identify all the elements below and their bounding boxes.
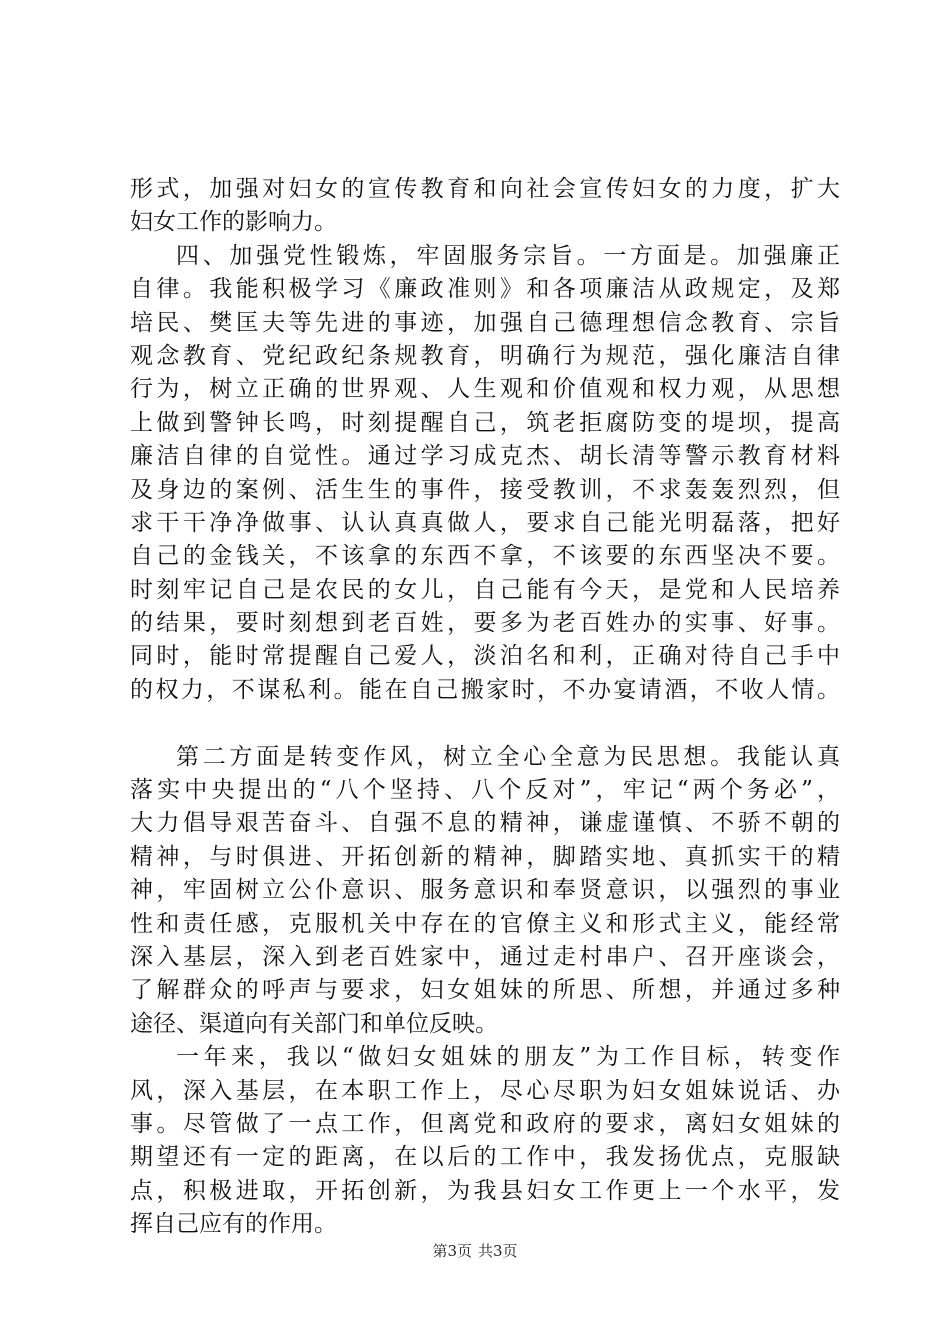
page-total: 共3页	[478, 1242, 518, 1260]
page-footer	[0, 1241, 950, 1261]
text-line: 培民、樊匡夫等先进的事迹，加强自己德理想信念教育、宗旨	[130, 309, 840, 336]
text-line: 落实中央提出的“八个坚持、八个反对”，牢记“两个务必”，	[130, 777, 840, 804]
text-line: 观念教育、党纪政纪条规教育，明确行为规范，强化廉洁自律	[130, 342, 840, 369]
document-body	[130, 173, 840, 1242]
text-line: 大力倡导艰苦奋斗、自强不息的精神，谦虚谨慎、不骄不朝的	[130, 810, 840, 837]
text-line: 点，积极进取，开拓创新，为我县妇女工作更上一个水平，发	[130, 1177, 840, 1204]
page-number: 第3页	[432, 1242, 472, 1260]
text-line: 风，深入基层，在本职工作上，尽心尽职为妇女姐妹说话、办	[130, 1077, 840, 1104]
text-line: 挥自己应有的作用。	[130, 1211, 337, 1238]
text-line: 自律。我能积极学习《廉政准则》和各项廉洁从政规定，及郑	[130, 276, 840, 303]
text-line: 期望还有一定的距离，在以后的工作中，我发扬优点，克服缺	[130, 1144, 840, 1171]
text-line: 的权力，不谋私利。能在自己搬家时，不办宴请酒，不收人情。	[130, 676, 840, 703]
paragraph-start-line: 第二方面是转变作风，树立全心全意为民思想。我能认真	[176, 743, 840, 770]
paragraph-start-line: 四、加强党性锻炼，牢固服务宗旨。一方面是。加强廉正	[176, 242, 840, 269]
text-line: 自己的金钱关，不该拿的东西不拿，不该要的东西坚决不要。	[130, 543, 840, 570]
text-line: 廉洁自律的自觉性。通过学习成克杰、胡长清等警示教育材料	[130, 443, 840, 470]
paragraph-gap	[130, 707, 840, 740]
text-line: 深入基层，深入到老百姓家中，通过走村串户、召开座谈会，	[130, 943, 840, 970]
text-line: 妇女工作的影响力。	[130, 209, 337, 236]
text-line: 形式，加强对妇女的宣传教育和向社会宣传妇女的力度，扩大	[130, 176, 840, 202]
text-line: 及身边的案例、活生生的事件，接受教训，不求轰轰烈烈，但	[130, 476, 840, 503]
text-line: 途径、渠道向有关部门和单位反映。	[130, 1010, 498, 1037]
paragraph-start-line: 一年来，我以“做妇女姐妹的朋友”为工作目标，转变作	[176, 1044, 840, 1071]
text-line: 时刻牢记自己是农民的女儿，自己能有今天，是党和人民培养	[130, 576, 840, 603]
text-line: 精神，与时俱进、开拓创新的精神，脚踏实地、真抓实干的精	[130, 843, 840, 870]
text-line: 同时，能时常提醒自己爱人，淡泊名和利，正确对待自己手中	[130, 643, 840, 670]
text-line: 上做到警钟长鸣，时刻提醒自己，筑老拒腐防变的堤坝，提高	[130, 409, 840, 436]
text-line: 行为，树立正确的世界观、人生观和价值观和权力观，从思想	[130, 376, 840, 403]
text-line: 神，牢固树立公仆意识、服务意识和奉贤意识，以强烈的事业	[130, 877, 840, 904]
text-line: 了解群众的呼声与要求，妇女姐妹的所思、所想，并通过多种	[130, 977, 840, 1004]
text-line: 事。尽管做了一点工作，但离党和政府的要求，离妇女姐妹的	[130, 1110, 840, 1137]
text-line: 求干干净净做事、认认真真做人，要求自己能光明磊落，把好	[130, 509, 840, 536]
text-line: 的结果，要时刻想到老百姓，要多为老百姓办的实事、好事。	[130, 610, 840, 637]
text-line: 性和责任感，克服机关中存在的官僚主义和形式主义，能经常	[130, 910, 840, 937]
